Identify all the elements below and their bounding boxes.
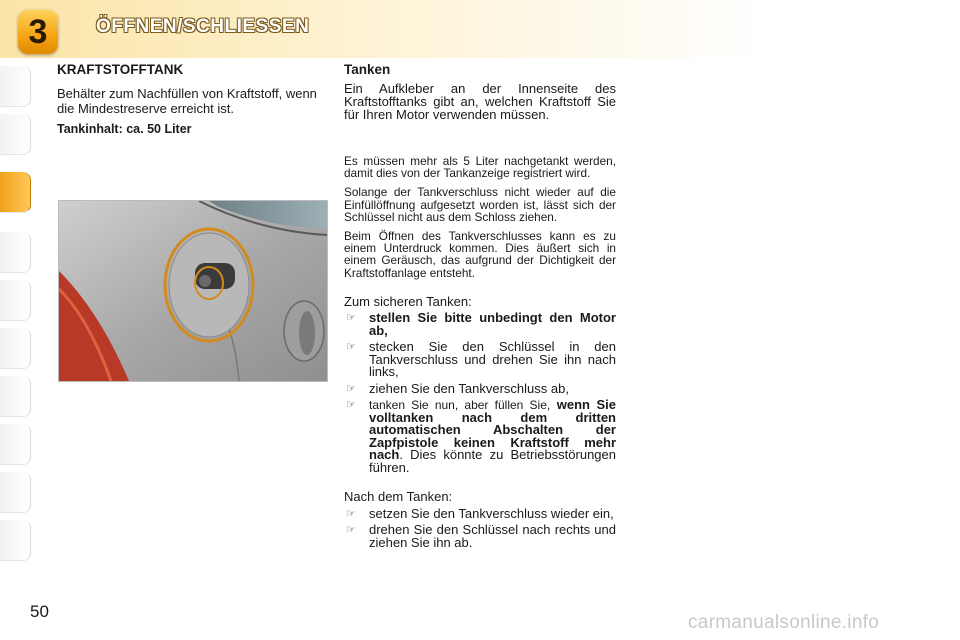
minimum-refuel-note: Es müssen mehr als 5 Liter nachgetankt werden, damit dies von der Tankanzeige registriert wird. bbox=[344, 154, 616, 181]
step-item bbox=[344, 399, 616, 474]
key-removal-note: Solange der Tankverschluss nicht wieder auf die Einfüllöffnung aufgesetzt worden ist, lässt sich der Schlüssel nicht aus dem Schloss ziehen. bbox=[344, 185, 616, 224]
pointer-icon: ☞ bbox=[346, 507, 356, 520]
sticker-note: Ein Aufkleber an der Innenseite des Kraftstofftanks gibt an, welchen Kraftstoff Sie für Ihren Motor verwenden müssen. bbox=[344, 81, 616, 122]
chapter-tab[interactable] bbox=[0, 520, 31, 561]
step-item bbox=[344, 312, 616, 337]
step-text-tail: . Dies könnte zu Betriebsstörungen führen. bbox=[369, 447, 616, 475]
pointer-icon: ☞ bbox=[346, 399, 356, 412]
page-title: ÖFFNEN/SCHLIESSEN bbox=[96, 16, 310, 37]
step-item bbox=[344, 380, 616, 396]
chapter-tab[interactable] bbox=[0, 328, 31, 369]
vacuum-note: Beim Öffnen des Tankverschlusses kann es zu einem Unterdruck kommen. Dies äußert sich in einem Geräusch, das aufgrund der Dichtigkeit der Kraftstoffanlage entsteht. bbox=[344, 229, 616, 280]
pointer-icon: ☞ bbox=[346, 312, 356, 325]
fuel-cap-illustration bbox=[59, 201, 327, 381]
pointer-icon: ☞ bbox=[346, 524, 356, 537]
after-item bbox=[344, 524, 616, 549]
section-title: KRAFTSTOFFTANK bbox=[57, 62, 184, 77]
chapter-tab[interactable] bbox=[0, 376, 31, 417]
step-text: stecken Sie den Schlüssel in den Tankverschluss und drehen Sie ihn nach links, bbox=[369, 339, 616, 380]
step-text-bold: wenn Sie volltanken nach dem dritten automatischen Abschalten der Zapfpistole keinen Kraftstoff mehr nach bbox=[369, 397, 616, 463]
after-text: setzen Sie den Tankverschluss wieder ein, bbox=[369, 505, 614, 521]
pointer-icon: ☞ bbox=[346, 382, 356, 395]
watermark: carmanualsonline.info bbox=[688, 612, 880, 633]
right-column bbox=[344, 62, 616, 553]
after-item bbox=[344, 505, 616, 521]
step-text: stellen Sie bitte unbedingt den Motor ab, bbox=[369, 310, 616, 338]
chapter-tab[interactable] bbox=[0, 424, 31, 465]
chapter-tab[interactable] bbox=[0, 280, 31, 321]
after-text: drehen Sie den Schlüssel nach rechts und ziehen Sie ihn ab. bbox=[369, 522, 616, 550]
fuel-cap-photo bbox=[58, 200, 328, 382]
page-number: 50 bbox=[30, 602, 49, 621]
step-text: ziehen Sie den Tankverschluss ab, bbox=[369, 380, 569, 396]
tank-capacity: Tankinhalt: ca. 50 Liter bbox=[57, 122, 192, 136]
pointer-icon: ☞ bbox=[346, 341, 356, 354]
refuel-title: Tanken bbox=[344, 62, 391, 77]
chapter-tab[interactable] bbox=[0, 66, 31, 107]
left-column bbox=[57, 62, 327, 136]
chapter-tab[interactable] bbox=[0, 114, 31, 155]
chapter-tab[interactable] bbox=[0, 232, 31, 273]
chapter-badge: 3 bbox=[18, 10, 58, 54]
after-refuel-intro: Nach dem Tanken: bbox=[344, 489, 453, 505]
chapter-tabs bbox=[0, 66, 34, 576]
header-band bbox=[0, 0, 960, 58]
chapter-tab[interactable] bbox=[0, 472, 31, 513]
step-item bbox=[344, 341, 616, 379]
safe-refuel-intro: Zum sicheren Tanken: bbox=[344, 293, 472, 309]
chapter-tab-active[interactable] bbox=[0, 172, 31, 213]
tank-description: Behälter zum Nachfüllen von Kraftstoff, wenn die Mindestreserve erreicht ist. bbox=[57, 86, 317, 116]
step-text: tanken Sie nun, aber füllen Sie, bbox=[369, 398, 551, 413]
